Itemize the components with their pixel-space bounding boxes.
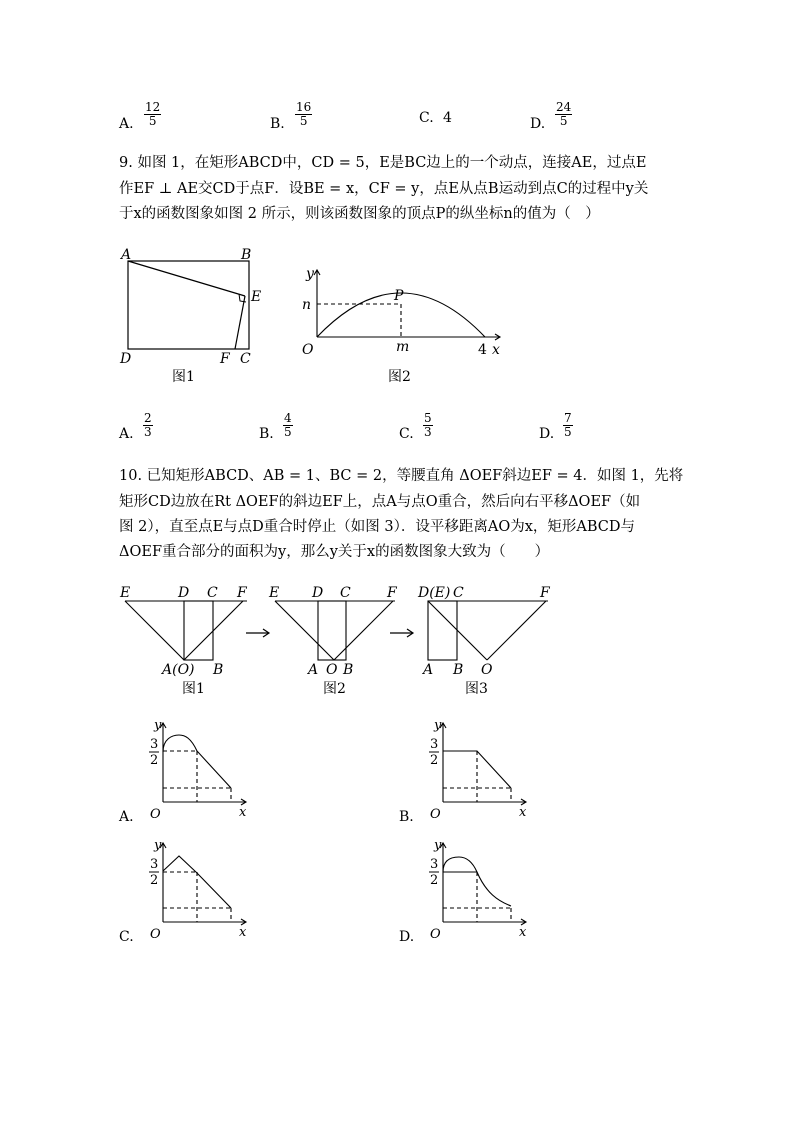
svg-text:2: 2 [430,753,439,768]
svg-text:2: 2 [150,873,159,888]
label-c: C [207,585,218,601]
svg-text:O: O [150,927,161,942]
label-b: B [241,247,252,263]
q9-option-b-label[interactable]: B. [259,426,274,442]
q9-figure2 [298,260,508,390]
svg-text:x: x [519,805,527,820]
q8-option-d-label[interactable]: D. [530,116,546,132]
q8-option-d-fraction: $\frac{24}{5}$ [556,100,572,128]
label-f: F [540,585,550,601]
q10-figure3 [415,583,565,698]
label-c: C [240,351,251,367]
q10-graph-d [420,835,535,943]
segment-eo [125,601,184,660]
label-e: E [251,289,262,305]
label-c: C [340,585,351,601]
q10-stem-line4: ΔOEF重合部分的面积为y，那么y关于x的函数图象大致为（ ） [119,544,550,560]
q8-option-c-value: 4 [443,110,452,126]
label-x: x [492,342,500,358]
svg-text:x: x [519,925,527,940]
q8-option-a-label[interactable]: A. [119,116,134,132]
svg-text:y: y [434,718,442,733]
label-e: E [269,585,280,601]
svg-text:x: x [239,925,247,940]
q9-figure1 [115,244,275,389]
q9-stem-line3: 于x的函数图象如图 2 所示，则该函数图象的顶点P的纵坐标n的值为（ ） [119,206,600,222]
label-d: D [120,351,132,367]
label-de: D(E) [418,585,451,601]
figure2-caption: 图2 [323,681,346,697]
svg-text:O: O [150,807,161,822]
label-4: 4 [478,342,487,358]
label-b: B [343,662,354,678]
q10-figure1 [115,583,260,698]
svg-text:3: 3 [150,857,159,872]
q9-option-c-label[interactable]: C. [399,426,414,442]
label-d: D [178,585,190,601]
segment-ae [128,261,245,296]
figure1-caption: 图1 [172,369,195,385]
q9-option-d-fraction: $\frac{7}{5}$ [564,411,572,439]
svg-text:3: 3 [430,857,439,872]
rectangle-abcd [184,601,213,660]
q8-option-a-fraction: $\frac{12}{5}$ [145,100,161,128]
figure2-caption: 图2 [388,369,411,385]
segment-of [487,601,546,660]
label-n: n [302,297,312,313]
q9-option-a-label[interactable]: A. [119,426,134,442]
label-o: O [302,342,314,358]
label-m: m [396,339,410,355]
label-e: E [120,585,131,601]
rectangle-abcd [428,601,457,660]
label-c: C [453,585,464,601]
q9-stem-line1: 9. 如图 1，在矩形ABCD中，CD = 5，E是BC边上的一个动点，连接AE，过点E [119,155,647,171]
q8-option-b-fraction: $\frac{16}{5}$ [296,100,312,128]
label-f: F [220,351,230,367]
q10-graph-c [140,835,255,943]
segment-eo [275,601,334,660]
q9-option-d-label[interactable]: D. [539,426,555,442]
q10-graph-a [140,715,255,823]
q10-figure2 [262,583,412,698]
q10-option-c-label[interactable]: C. [119,929,134,945]
figure3-caption: 图3 [465,681,488,697]
svg-text:O: O [430,807,441,822]
svg-text:y: y [434,838,442,853]
q10-stem-line1: 10. 已知矩形ABCD、AB = 1、BC = 2，等腰直角 ΔOEF斜边EF = 4．如图 1，先将 [119,468,684,484]
label-y: y [306,266,314,282]
q10-stem-line2: 矩形CD边放在Rt ΔOEF的斜边EF上，点A与点O重合，然后向右平移ΔOEF（如 [119,494,641,510]
svg-text:2: 2 [150,753,159,768]
q9-option-b-fraction: $\frac{4}{5}$ [284,411,292,439]
q9-option-a-fraction: $\frac{2}{3}$ [144,411,152,439]
svg-text:y: y [154,838,162,853]
label-ao: A(O) [162,662,195,678]
label-o: O [326,662,338,678]
label-b: B [453,662,464,678]
svg-text:3: 3 [150,737,159,752]
svg-text:y: y [154,718,162,733]
q10-stem-line3: 图 2），直至点E与点D重合时停止（如图 3）．设平移距离AO为x，矩形ABCD与 [119,519,636,535]
q10-option-b-label[interactable]: B. [399,809,414,825]
q9-option-c-fraction: $\frac{5}{3}$ [424,411,432,439]
segment-of [334,601,393,660]
label-f: F [387,585,397,601]
svg-text:O: O [430,927,441,942]
q8-option-b-label[interactable]: B. [270,116,285,132]
label-a: A [423,662,434,678]
q10-option-d-label[interactable]: D. [399,929,415,945]
rectangle-abcd [128,261,249,349]
label-p: P [394,288,404,304]
figure1-caption: 图1 [182,681,205,697]
label-f: F [237,585,247,601]
rectangle-abcd [318,601,346,660]
svg-text:x: x [239,805,247,820]
right-arrow-icon [388,626,418,640]
svg-text:3: 3 [430,737,439,752]
label-b: B [213,662,224,678]
label-o: O [481,662,493,678]
q9-stem-line2: 作EF ⊥ AE交CD于点F．设BE = x，CF = y，点E从点B运动到点C的过程中y关 [119,181,649,197]
segment-ef [235,296,245,349]
label-a: A [121,247,132,263]
q8-option-c-label[interactable]: C. [419,110,434,126]
label-d: D [312,585,324,601]
label-a: A [308,662,319,678]
svg-text:2: 2 [430,873,439,888]
q10-option-a-label[interactable]: A. [119,809,134,825]
q10-graph-b [420,715,535,823]
